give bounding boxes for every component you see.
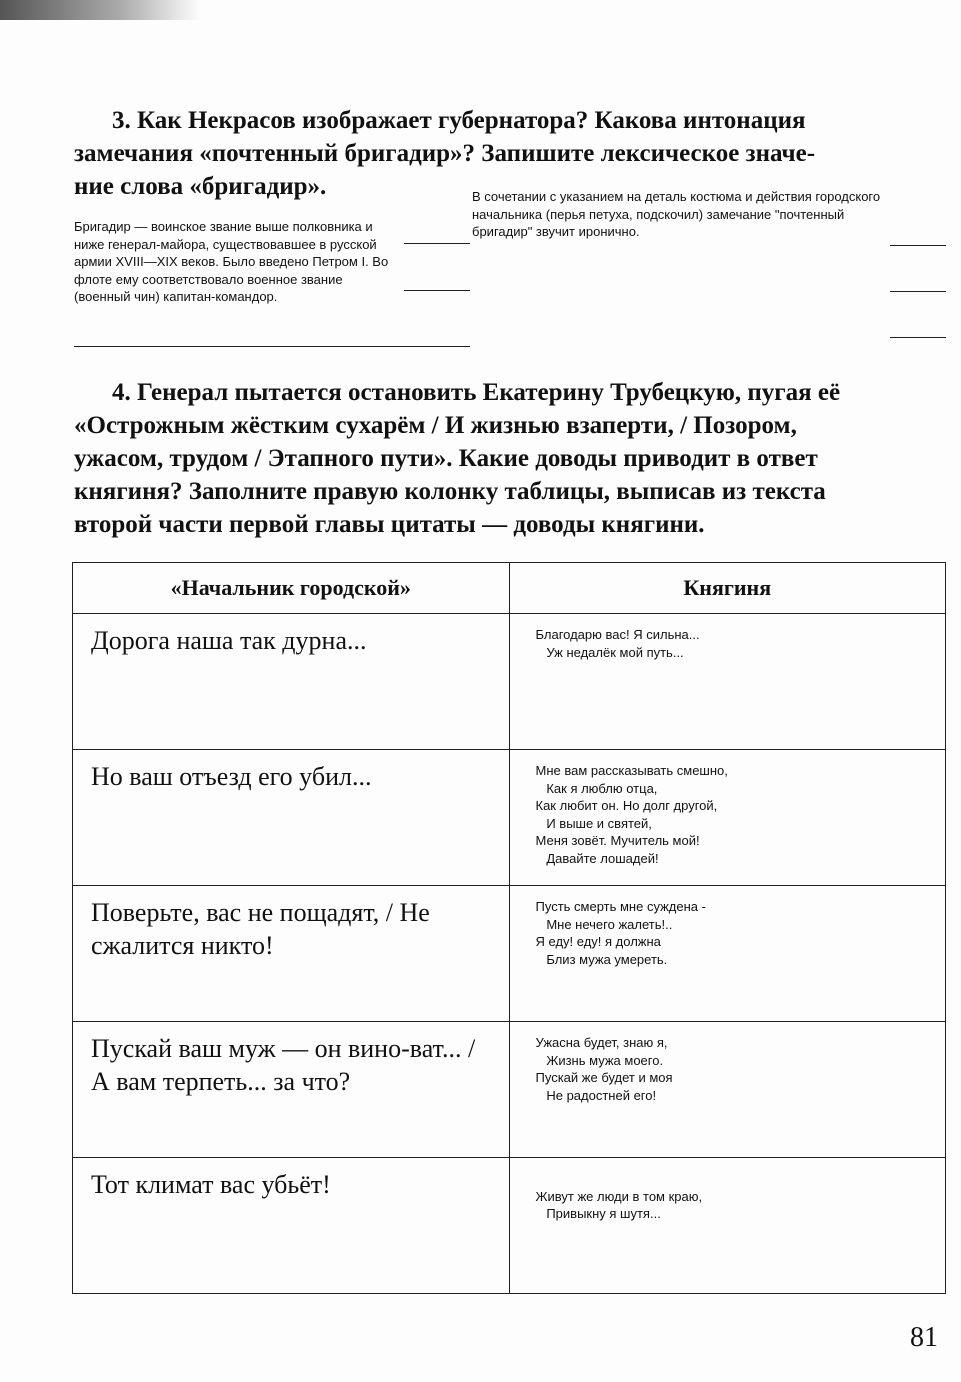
princess-quote: Ужасна будет, знаю я, Жизнь мужа моего. Пускай же будет и моя Не радостней его! (509, 1022, 946, 1158)
scan-shadow (0, 0, 200, 20)
answer-line (404, 243, 470, 244)
answer-line (890, 245, 946, 246)
q3-line-2: замечания «почтенный бригадир»? Запишите лексическое значе- (74, 140, 816, 167)
governor-quote: Дорога наша так дурна... (73, 614, 510, 750)
header-princess: Княгиня (509, 563, 946, 614)
governor-quote: Тот климат вас убьёт! (73, 1158, 510, 1294)
answer-line (404, 290, 470, 291)
princess-quote: Мне вам рассказывать смешно, Как я люблю отца, Как любит он. Но долг другой, И выше и святей, Меня зовёт. Мучитель мой! Давайте лошадей! (509, 750, 946, 886)
princess-quote: Благодарю вас! Я сильна... Уж недалёк мой путь... (509, 614, 946, 750)
q3-line-3: ние слова «бригадир». (74, 173, 327, 200)
q3-answer-intonation: В сочетании с указанием на деталь костюма и действия городского начальника (перья петуха, подскочил) замечание "почтенный бригадир" звучит иронично. (472, 189, 881, 239)
table-row (73, 750, 946, 886)
answer-line (74, 346, 470, 347)
table-header-row (73, 563, 946, 614)
page-number: 81 (910, 1322, 938, 1353)
table-row (73, 1022, 946, 1158)
governor-quote: Поверьте, вас не пощадят, / Не сжалится никто! (73, 886, 510, 1022)
governor-quote: Но ваш отъезд его убил... (73, 750, 510, 886)
q4-heading (74, 376, 949, 541)
table-row (73, 1158, 946, 1294)
arguments-table (72, 562, 946, 1294)
princess-quote: Пусть смерть мне суждена - Мне нечего жалеть!.. Я еду! еду! я должна Близ мужа умереть. (509, 886, 946, 1022)
table-row (73, 614, 946, 750)
princess-quote: Живут же люди в том краю, Привыкну я шутя... (509, 1158, 946, 1294)
governor-quote: Пускай ваш муж — он вино-ват... / А вам терпеть... за что? (73, 1022, 510, 1158)
q4-line-3: ужасом, трудом / Этапного пути». Какие доводы приводит в ответ (74, 445, 818, 472)
q3-answer-definition: Бригадир — воинское звание выше полковника и ниже генерал-майора, существовавшее в русской армии XVIII—XIX веков. Было введено Петром I. Во флоте ему соответствовало военное звание (военный чин) капитан-командор. (74, 219, 389, 304)
q4-line-5: второй части первой главы цитаты — доводы княгини. (74, 511, 705, 538)
answer-line (890, 291, 946, 292)
q3-line-1: 3. Как Некрасов изображает губернатора? Какова интонация (112, 107, 806, 134)
q4-line-4: княгиня? Заполните правую колонку таблицы, выписав из текста (74, 478, 826, 505)
q4-line-1: 4. Генерал пытается остановить Екатерину Трубецкую, пугая её (112, 379, 841, 406)
header-governor: «Начальник городской» (73, 563, 510, 614)
answer-line (890, 337, 946, 338)
q4-line-2: «Острожным жёстким сухарём / И жизнью взаперти, / Позором, (74, 412, 797, 439)
table-row (73, 886, 946, 1022)
